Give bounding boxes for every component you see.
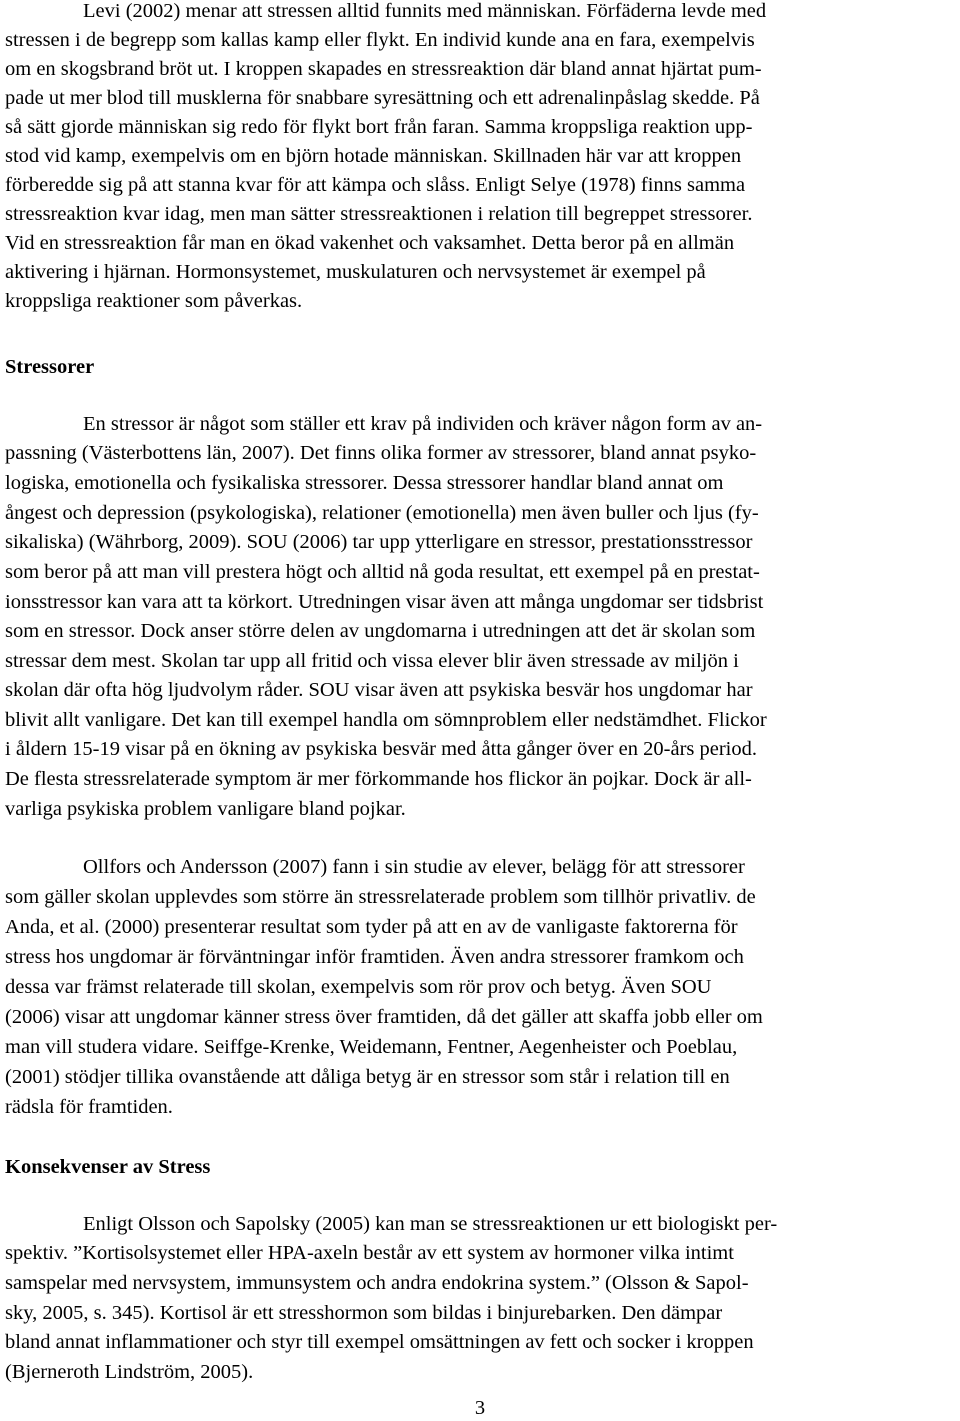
text-line: bland annat inflammationer och styr till exempel omsättningen av fett och socker i kroppen bbox=[5, 1331, 754, 1353]
text-line: Ollfors och Andersson (2007) fann i sin studie av elever, belägg för att stressorer bbox=[83, 856, 745, 878]
text-line: Anda, et al. (2000) presenterar resultat som tyder på att en av de vanligaste faktorerna för bbox=[5, 916, 738, 938]
text-line: man vill studera vidare. Seiffge-Krenke, Weidemann, Fentner, Aegenheister och Poeblau, bbox=[5, 1036, 738, 1058]
text-line: stress hos ungdomar är förväntningar inför framtiden. Även andra stressorer framkom och bbox=[5, 946, 744, 968]
page-number: 3 bbox=[474, 1397, 486, 1419]
text-line: varliga psykiska problem vanligare bland pojkar. bbox=[5, 798, 406, 820]
text-line: Enligt Olsson och Sapolsky (2005) kan man se stressreaktionen ur ett biologiskt per- bbox=[83, 1213, 778, 1235]
text-line: ionsstressor kan vara att ta körkort. Utredningen visar även att många ungdomar ser tidsbrist bbox=[5, 591, 764, 613]
text-line: i åldern 15-19 visar på en ökning av psykiska besvär med åtta gånger över en 20-års period. bbox=[5, 738, 757, 760]
section-heading: Stressorer bbox=[5, 356, 95, 378]
text-line: (Bjerneroth Lindström, 2005). bbox=[5, 1361, 254, 1383]
text-line: som gäller skolan upplevdes som större än stressrelaterade problem som tillhör privatliv. de bbox=[5, 886, 756, 908]
text-line: ångest och depression (psykologiska), relationer (emotionella) men även buller och ljus (fy- bbox=[5, 502, 759, 524]
text-line: samspelar med nervsystem, immunsystem och andra endokrina system.” (Olsson & Sapol- bbox=[5, 1272, 749, 1294]
text-line: rädsla för framtiden. bbox=[5, 1096, 173, 1118]
text-line: (2006) visar att ungdomar känner stress över framtiden, då det gäller att skaffa jobb eller om bbox=[5, 1006, 763, 1028]
text-line: passning (Västerbottens län, 2007). Det finns olika former av stressorer, bland annat psyko- bbox=[5, 442, 757, 464]
text-line: sky, 2005, s. 345). Kortisol är ett stresshormon som bildas i binjurebarken. Den dämpar bbox=[5, 1302, 723, 1324]
text-line: kroppsliga reaktioner som påverkas. bbox=[5, 290, 303, 312]
text-line: skolan där ofta hög ljudvolym råder. SOU visar även att psykiska besvär hos ungdomar har bbox=[5, 679, 753, 701]
text-line: Levi (2002) menar att stressen alltid funnits med människan. Förfäderna levde med bbox=[83, 0, 767, 22]
text-line: En stressor är något som ställer ett krav på individen och kräver någon form av an- bbox=[83, 413, 763, 435]
text-line: som en stressor. Dock anser större delen av ungdomarna i utredningen att det är skolan som bbox=[5, 620, 756, 642]
text-line: (2001) stödjer tillika ovanstående att dåliga betyg är en stressor som står i relation till en bbox=[5, 1066, 730, 1088]
text-line: förberedde sig på att stanna kvar för att kämpa och slåss. Enligt Selye (1978) finns samma bbox=[5, 174, 746, 196]
text-line: logiska, emotionella och fysikaliska stressorer. Dessa stressorer handlar bland annat om bbox=[5, 472, 724, 494]
text-line: stressreaktion kvar idag, men man sätter stressreaktionen i relation till begreppet stressorer. bbox=[5, 203, 753, 225]
text-line: om en skogsbrand bröt ut. I kroppen skapades en stressreaktion där bland annat hjärtat pum- bbox=[5, 58, 762, 80]
text-line: dessa var främst relaterade till skolan, exempelvis som rör prov och betyg. Även SOU bbox=[5, 976, 712, 998]
text-line: så sätt gjorde människan sig redo för flykt bort från faran. Samma kroppsliga reaktion upp- bbox=[5, 116, 753, 138]
text-line: spektiv. ”Kortisolsystemet eller HPA-axeln består av ett system av hormoner vilka intimt bbox=[5, 1242, 734, 1264]
text-line: pade ut mer blod till musklerna för snabbare syresättning och ett adrenalinpåslag skedde. På bbox=[5, 87, 760, 109]
text-line: Vid en stressreaktion får man en ökad vakenhet och vaksamhet. Detta beror på en allmän bbox=[5, 232, 735, 254]
text-line: stressar dem mest. Skolan tar upp all fritid och vissa elever blir även stressade av miljön i bbox=[5, 650, 739, 672]
text-line: stressen i de begrepp som kallas kamp eller flykt. En individ kunde ana en fara, exempelvis bbox=[5, 29, 755, 51]
text-line: aktivering i hjärnan. Hormonsystemet, muskulaturen och nervsystemet är exempel på bbox=[5, 261, 706, 283]
text-line: som beror på att man vill prestera högt och alltid nå goda resultat, ett exempel på en prestat- bbox=[5, 561, 760, 583]
section-heading: Konsekvenser av Stress bbox=[5, 1156, 211, 1178]
text-line: stod vid kamp, exempelvis om en björn hotade människan. Skillnaden här var att kroppen bbox=[5, 145, 742, 167]
text-line: sikaliska) (Währborg, 2009). SOU (2006) tar upp ytterligare en stressor, prestationsstressor bbox=[5, 531, 753, 553]
text-line: blivit allt vanligare. Det kan till exempel handla om sömnproblem eller nedstämdhet. Flickor bbox=[5, 709, 767, 731]
text-line: De flesta stressrelaterade symptom är mer förkommande hos flickor än pojkar. Dock är all- bbox=[5, 768, 752, 790]
